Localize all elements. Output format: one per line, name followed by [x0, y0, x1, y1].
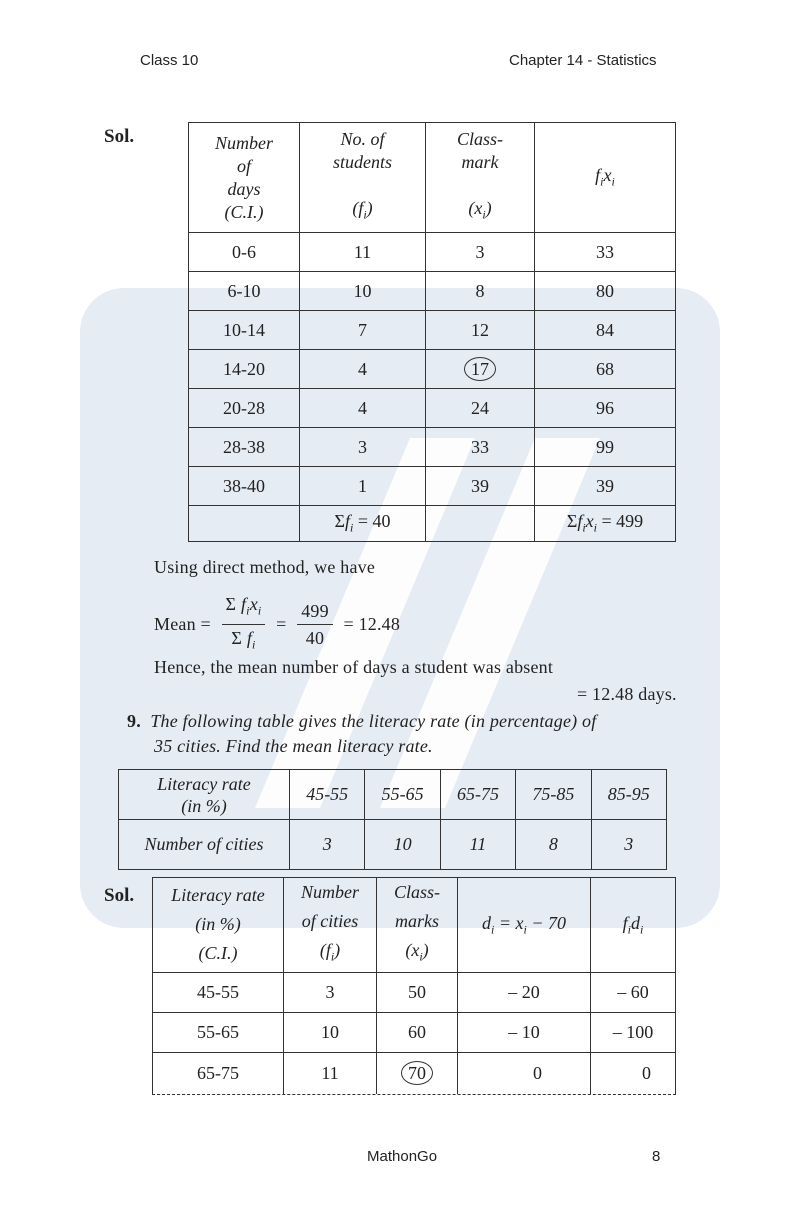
range-cell: 75-85: [516, 770, 591, 820]
cell-d: – 10: [458, 1012, 591, 1052]
header-class: Class 10: [140, 52, 199, 69]
cell-fx: 80: [535, 272, 676, 311]
cell-x-circled: [426, 350, 535, 389]
header-days: Number of days (C.I.): [189, 123, 300, 233]
header-literacy: Literacy rate (in %) (C.I.): [153, 878, 284, 973]
cell-ci: 28-38: [189, 428, 300, 467]
cell-ci: 6-10: [189, 272, 300, 311]
assumed-mean-circle: 70: [401, 1061, 433, 1085]
table-row: [189, 233, 676, 272]
cell-f: 3: [284, 972, 377, 1012]
table-row: [119, 770, 667, 820]
label-cities: Number of cities: [119, 820, 290, 870]
cell-fx: 96: [535, 389, 676, 428]
cell-fx: 68: [535, 350, 676, 389]
cell-f: 11: [284, 1052, 377, 1094]
cell-x: 33: [426, 428, 535, 467]
table-continuation-dashes: [152, 1094, 676, 1095]
header-fd: $f_id_i$: [591, 878, 676, 973]
cell-fx: 33: [535, 233, 676, 272]
header-chapter: Chapter 14 - Statistics: [509, 52, 657, 69]
cell-ci: 14-20: [189, 350, 300, 389]
cell-empty: [426, 506, 535, 542]
cell-x-circled: [377, 1052, 458, 1094]
cell-d: – 20: [458, 972, 591, 1012]
table-row: [189, 467, 676, 506]
cell-x: 12: [426, 311, 535, 350]
table-row: [189, 428, 676, 467]
count-cell: 11: [440, 820, 515, 870]
mean-formula: Mean = $\frac{\Sigma f_ix_i}{\Sigma f_i}$ = $\frac{499}{40}$ = 12.48: [154, 593, 400, 655]
count-cell: 3: [591, 820, 666, 870]
table-row: [189, 272, 676, 311]
cell-f: 10: [284, 1012, 377, 1052]
cell-ci: 38-40: [189, 467, 300, 506]
cell-f: 1: [300, 467, 426, 506]
cell-x: 8: [426, 272, 535, 311]
literacy-question-table: [118, 769, 667, 870]
cell-fx: 84: [535, 311, 676, 350]
header-classmark: Class- mark $(x_i)$: [426, 123, 535, 233]
cell-fd: 0: [591, 1052, 676, 1094]
cell-x: 3: [426, 233, 535, 272]
sol-label-2: Sol.: [104, 885, 135, 906]
header-classmarks: Class- marks $(x_i)$: [377, 878, 458, 973]
cell-f: 7: [300, 311, 426, 350]
cell-f: 4: [300, 389, 426, 428]
cell-empty: [189, 506, 300, 542]
table-row: [119, 820, 667, 870]
conclusion-text: Hence, the mean number of days a student was absent: [154, 657, 554, 677]
count-cell: 8: [516, 820, 591, 870]
conclusion-value: = 12.48 days.: [577, 684, 677, 704]
page-number: 8: [652, 1148, 661, 1165]
value-fraction: $\frac{499}{40}$: [297, 600, 333, 649]
cell-f: 4: [300, 350, 426, 389]
table-header-row: [153, 878, 676, 973]
range-cell: 85-95: [591, 770, 666, 820]
label-literacy: Literacy rate (in %): [119, 770, 290, 820]
footer-brand: MathonGo: [367, 1148, 438, 1165]
cell-fd: – 100: [591, 1012, 676, 1052]
cell-ci: 65-75: [153, 1052, 284, 1094]
header-d: $d_i = x_i - 70$: [458, 878, 591, 973]
cell-d: 0: [458, 1052, 591, 1094]
count-cell: 10: [365, 820, 440, 870]
cell-fx: 99: [535, 428, 676, 467]
sum-fx-cell: $\Sigma f_ix_i = 499$: [535, 506, 676, 542]
literacy-solution-table: [152, 877, 676, 1094]
cell-ci: 0-6: [189, 233, 300, 272]
sol-label-1: Sol.: [104, 126, 135, 147]
cell-f: 11: [300, 233, 426, 272]
table-row: [189, 311, 676, 350]
formula-fraction: $\frac{\Sigma f_ix_i}{\Sigma f_i}$: [222, 593, 266, 655]
range-cell: 55-65: [365, 770, 440, 820]
range-cell: 45-55: [290, 770, 365, 820]
cell-x: 50: [377, 972, 458, 1012]
count-cell: 3: [290, 820, 365, 870]
question-9-line2: 35 cities. Find the mean literacy rate.: [154, 736, 433, 756]
table-row: [153, 972, 676, 1012]
cell-ci: 45-55: [153, 972, 284, 1012]
sum-f-cell: $\Sigma f_i = 40$: [300, 506, 426, 542]
table-row: [153, 1012, 676, 1052]
table-total-row: [189, 506, 676, 542]
cell-x: 60: [377, 1012, 458, 1052]
assumed-mean-circle: 17: [464, 357, 496, 381]
header-fx: $f_ix_i$: [535, 123, 676, 233]
cell-x: 24: [426, 389, 535, 428]
header-students: No. of students $(f_i)$: [300, 123, 426, 233]
cell-fd: – 60: [591, 972, 676, 1012]
cell-ci: 20-28: [189, 389, 300, 428]
question-9: 9. The following table gives the literacy rate (in percentage) of: [127, 711, 597, 731]
table-row: [153, 1052, 676, 1094]
frequency-table: [188, 122, 676, 542]
cell-f: 3: [300, 428, 426, 467]
table-row: [189, 389, 676, 428]
table-row: [189, 350, 676, 389]
range-cell: 65-75: [440, 770, 515, 820]
cell-f: 10: [300, 272, 426, 311]
cell-x: 39: [426, 467, 535, 506]
cell-fx: 39: [535, 467, 676, 506]
cell-ci: 10-14: [189, 311, 300, 350]
table-header-row: [189, 123, 676, 233]
cell-ci: 55-65: [153, 1012, 284, 1052]
method-text: Using direct method, we have: [154, 557, 376, 577]
header-cities: Number of cities $(f_i)$: [284, 878, 377, 973]
